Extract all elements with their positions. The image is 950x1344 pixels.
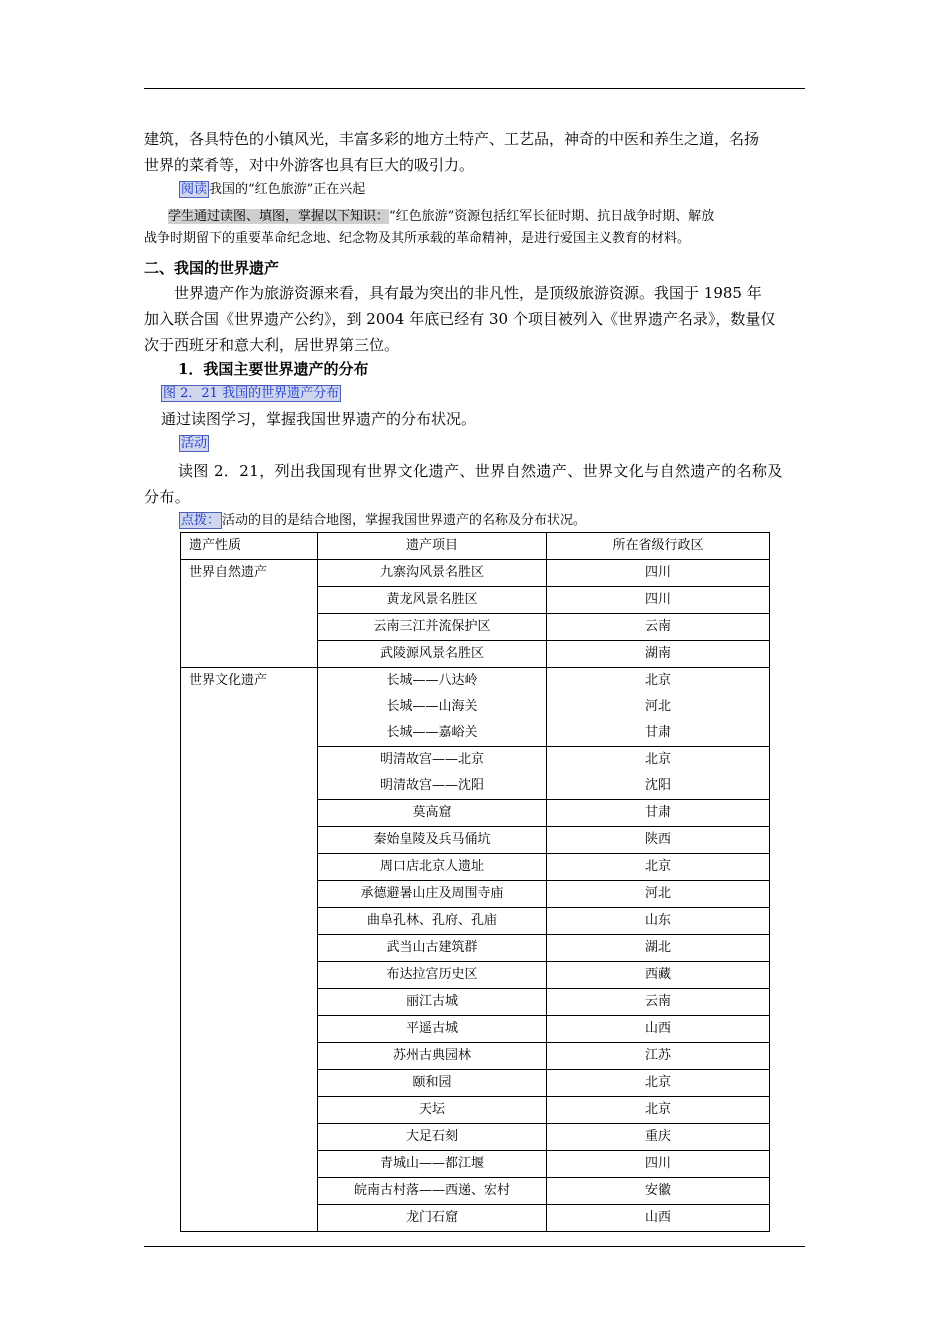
heritage-province xyxy=(547,1124,770,1151)
cell-line: 遗产项目 xyxy=(405,538,458,553)
read-tag[interactable]: 阅读 xyxy=(181,182,208,197)
header-province xyxy=(547,533,770,560)
heritage-province xyxy=(547,908,770,935)
tip-tag[interactable]: 点拨： xyxy=(181,513,221,528)
heritage-item xyxy=(318,989,547,1016)
figure-caption xyxy=(144,383,805,405)
heritage-item xyxy=(318,827,547,854)
heritage-province xyxy=(547,614,770,641)
cell-line: 安徽 xyxy=(644,1183,671,1198)
table-header-row xyxy=(181,533,770,560)
cell-line: 青城山——都江堰 xyxy=(379,1156,484,1171)
heritage-item xyxy=(318,1097,547,1124)
cell-line: 长城——八达岭 xyxy=(386,673,478,688)
text-line: 建筑，各具特色的小镇风光，丰富多彩的地方土特产、工艺品，神奇的中医和养生之道，名扬 xyxy=(144,130,760,148)
activity-tag[interactable]: 活动 xyxy=(181,436,208,451)
heritage-item xyxy=(318,641,547,668)
cell-line: 河北 xyxy=(644,699,671,714)
cell-line: 天坛 xyxy=(418,1102,445,1117)
cell-line: 承德避暑山庄及周围寺庙 xyxy=(360,886,504,901)
heritage-province xyxy=(547,1016,770,1043)
cultural-type-cell xyxy=(181,668,318,1232)
cell-line: 世界自然遗产 xyxy=(189,565,268,580)
heritage-item xyxy=(318,668,547,747)
paragraph-continuation xyxy=(144,126,805,178)
sub-title: 1．我国主要世界遗产的分布 xyxy=(178,360,369,378)
cell-line: 颐和园 xyxy=(412,1075,452,1090)
cell-line: 北京 xyxy=(644,673,671,688)
heritage-item xyxy=(318,1043,547,1070)
cell-line: 武当山古建筑群 xyxy=(386,940,478,955)
cell-line: 秦始皇陵及兵马俑坑 xyxy=(373,832,491,847)
cell-line: 明清故宫——北京 xyxy=(379,752,484,767)
tip xyxy=(144,510,805,532)
heritage-item xyxy=(318,1124,547,1151)
cell-line: 世界文化遗产 xyxy=(189,673,268,688)
heritage-paragraph xyxy=(144,280,805,358)
cell-line: 平遥古城 xyxy=(405,1021,458,1036)
heritage-province xyxy=(547,1178,770,1205)
heritage-item xyxy=(318,560,547,587)
cell-line: 长城——嘉峪关 xyxy=(386,725,478,740)
cell-line: 北京 xyxy=(644,1102,671,1117)
heritage-province xyxy=(547,800,770,827)
heritage-item xyxy=(318,1151,547,1178)
cell-line: 重庆 xyxy=(644,1129,671,1144)
learning-goal xyxy=(144,206,805,250)
header-rule xyxy=(144,88,805,89)
natural-type-cell xyxy=(181,560,318,668)
heritage-item xyxy=(318,854,547,881)
heritage-item xyxy=(318,1070,547,1097)
reading-note xyxy=(144,179,805,201)
table-row xyxy=(181,560,770,587)
cell-line: 云南 xyxy=(644,994,671,1009)
heritage-province xyxy=(547,1151,770,1178)
cell-line: 黄龙风景名胜区 xyxy=(386,592,478,607)
heritage-province xyxy=(547,935,770,962)
cell-line: 湖北 xyxy=(644,940,671,955)
heritage-item xyxy=(318,587,547,614)
heritage-province xyxy=(547,962,770,989)
footer-rule xyxy=(144,1246,805,1247)
cell-line: 西藏 xyxy=(644,967,671,982)
heritage-province xyxy=(547,668,770,747)
table-row xyxy=(181,668,770,747)
cell-line: 龙门石窟 xyxy=(405,1210,458,1225)
cell-line: 曲阜孔林、孔府、孔庙 xyxy=(366,913,497,928)
cell-line: 四川 xyxy=(644,592,671,607)
cell-line: 莫高窟 xyxy=(412,805,452,820)
cell-line: 北京 xyxy=(644,859,671,874)
cell-line: 北京 xyxy=(644,1075,671,1090)
cell-line: 陕西 xyxy=(644,832,671,847)
heritage-province xyxy=(547,1205,770,1232)
heritage-province xyxy=(547,560,770,587)
cell-line: 云南 xyxy=(644,619,671,634)
heritage-item xyxy=(318,1178,547,1205)
text-line: 世界的菜肴等，对中外游客也具有巨大的吸引力。 xyxy=(144,156,475,174)
heritage-item xyxy=(318,962,547,989)
cell-line: 大足石刻 xyxy=(405,1129,458,1144)
cell-line: 甘肃 xyxy=(644,725,671,740)
cell-line: 所在省级行政区 xyxy=(612,538,704,553)
heritage-province xyxy=(547,1097,770,1124)
cell-line: 武陵源风景名胜区 xyxy=(379,646,484,661)
cell-line: 皖南古村落——西递、宏村 xyxy=(353,1183,510,1198)
activity-label xyxy=(144,433,805,455)
section-title: 二、我国的世界遗产 xyxy=(144,259,280,277)
cell-line: 江苏 xyxy=(644,1048,671,1063)
text-line: 世界遗产作为旅游资源来看，具有最为突出的非凡性，是顶级旅游资源。我国于 1985 年 xyxy=(174,284,762,302)
text-line: 分布。 xyxy=(144,488,191,506)
cell-line: 苏州古典园林 xyxy=(392,1048,471,1063)
header-type xyxy=(181,533,318,560)
heritage-item xyxy=(318,1016,547,1043)
heritage-item xyxy=(318,747,547,800)
heritage-province xyxy=(547,747,770,800)
activity-text xyxy=(144,458,805,510)
heritage-item xyxy=(318,800,547,827)
heritage-item xyxy=(318,935,547,962)
cell-line: 明清故宫——沈阳 xyxy=(379,778,484,793)
figure-text: 通过读图学习，掌握我国世界遗产的分布状况。 xyxy=(161,410,477,428)
cell-line: 丽江古城 xyxy=(405,994,458,1009)
text-line: 次于西班牙和意大利，居世界第三位。 xyxy=(144,336,400,354)
cell-line: 山东 xyxy=(644,913,671,928)
heritage-province xyxy=(547,641,770,668)
cell-line: 沈阳 xyxy=(644,778,671,793)
cell-line: 湖南 xyxy=(644,646,671,661)
heritage-province xyxy=(547,827,770,854)
heritage-table xyxy=(180,532,770,1232)
heritage-province xyxy=(547,881,770,908)
text-line: 读图 2．21，列出我国现有世界文化遗产、世界自然遗产、世界文化与自然遗产的名称及 xyxy=(178,462,783,480)
learn-text: “红色旅游”资源包括红军长征时期、抗日战争时期、解放 xyxy=(389,209,715,224)
heritage-item xyxy=(318,881,547,908)
cell-line: 长城——山海关 xyxy=(386,699,478,714)
heritage-province xyxy=(547,587,770,614)
cell-line: 四川 xyxy=(644,1156,671,1171)
heritage-province xyxy=(547,854,770,881)
tip-text: 活动的目的是结合地图，掌握我国世界遗产的名称及分布状况。 xyxy=(222,513,587,528)
read-text: 我国的“红色旅游”正在兴起 xyxy=(209,182,366,197)
cell-line: 北京 xyxy=(644,752,671,767)
learn-text-2: 战争时期留下的重要革命纪念地、纪念物及其所承载的革命精神，是进行爱国主义教育的材料。 xyxy=(144,231,691,246)
cell-line: 布达拉宫历史区 xyxy=(386,967,478,982)
heritage-item xyxy=(318,614,547,641)
cell-line: 山西 xyxy=(644,1210,671,1225)
heritage-item xyxy=(318,908,547,935)
cell-line: 河北 xyxy=(644,886,671,901)
cell-line: 云南三江并流保护区 xyxy=(373,619,491,634)
cell-line: 遗产性质 xyxy=(189,538,242,553)
heritage-province xyxy=(547,1043,770,1070)
cell-line: 甘肃 xyxy=(644,805,671,820)
cell-line: 九寨沟风景名胜区 xyxy=(379,565,484,580)
cell-line: 山西 xyxy=(644,1021,671,1036)
learn-tag: 学生通过读图、填图，掌握以下知识： xyxy=(168,209,390,224)
heritage-province xyxy=(547,1070,770,1097)
header-item xyxy=(318,533,547,560)
cell-line: 四川 xyxy=(644,565,671,580)
text-line: 加入联合国《世界遗产公约》，到 2004 年底已经有 30 个项目被列入《世界遗产名录》，数量仅 xyxy=(144,310,776,328)
heritage-province xyxy=(547,989,770,1016)
heritage-item xyxy=(318,1205,547,1232)
cell-line: 周口店北京人遗址 xyxy=(379,859,484,874)
figure-tag[interactable]: 图 2．21 我国的世界遗产分布 xyxy=(163,386,340,401)
